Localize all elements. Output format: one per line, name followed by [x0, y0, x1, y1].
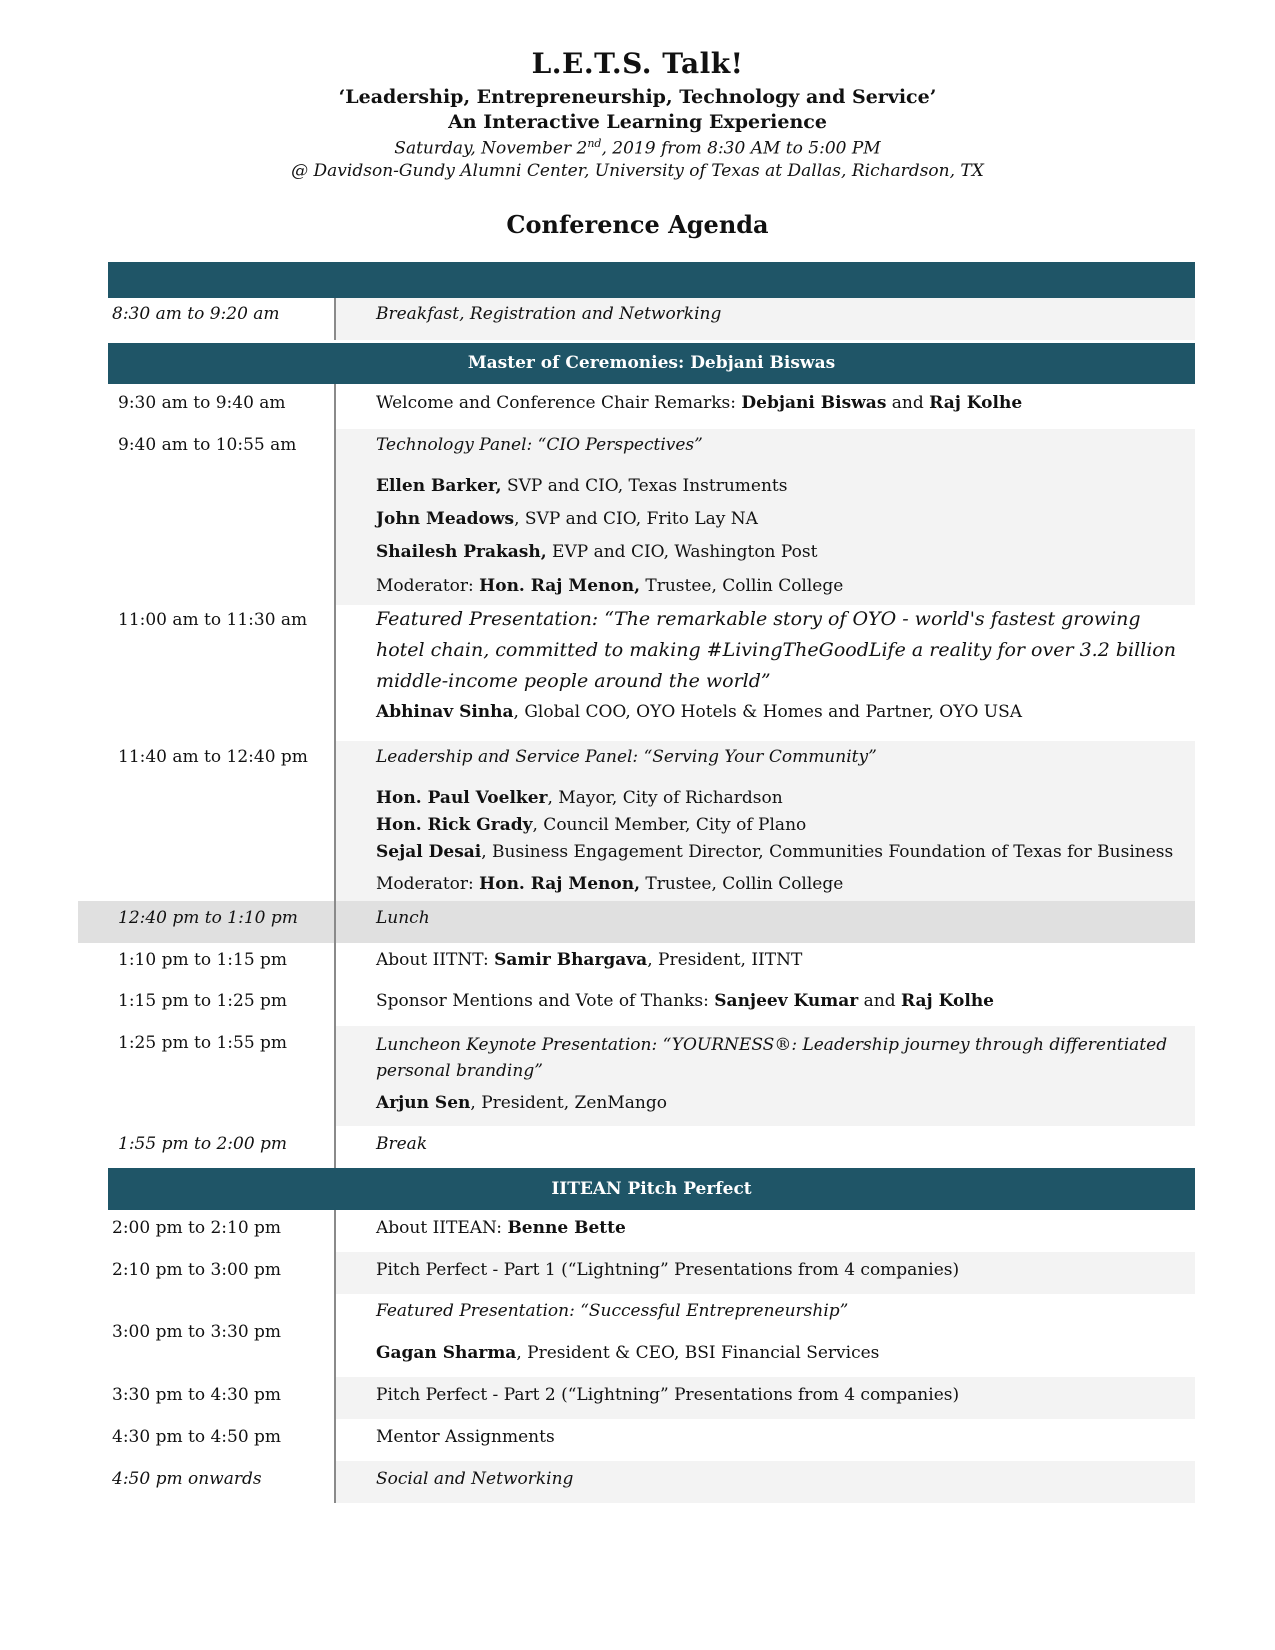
column-divider	[334, 298, 336, 340]
agenda-header-band	[108, 262, 1195, 298]
time-tech-panel: 9:40 am to 10:55 am	[118, 435, 297, 455]
panelist: Ellen Barker, SVP and CIO, Texas Instruments	[376, 476, 788, 496]
event-venue: @ Davidson-Gundy Alumni Center, University of Texas at Dallas, Richardson, TX	[291, 161, 984, 181]
time-breakfast: 8:30 am to 9:20 am	[112, 304, 280, 324]
panelist: Sejal Desai, Business Engagement Director, Communities Foundation of Texas for Business	[376, 842, 1174, 862]
column-divider	[334, 1210, 336, 1503]
time-keynote: 1:25 pm to 1:55 pm	[118, 1033, 288, 1053]
moderator: Moderator: Hon. Raj Menon, Trustee, Collin College	[376, 874, 844, 894]
session-mentor: Mentor Assignments	[376, 1427, 555, 1447]
session-breakfast: Breakfast, Registration and Networking	[376, 304, 722, 324]
session-lunch: Lunch	[376, 908, 430, 928]
session-break: Break	[376, 1134, 428, 1154]
time-mentor: 4:30 pm to 4:50 pm	[112, 1427, 282, 1447]
time-iitnt: 1:10 pm to 1:15 pm	[118, 950, 288, 970]
time-break: 1:55 pm to 2:00 pm	[118, 1134, 288, 1154]
session-pitch1: Pitch Perfect - Part 1 (“Lightning” Presentations from 4 companies)	[376, 1260, 960, 1280]
session-social: Social and Networking	[376, 1469, 574, 1489]
event-date: Saturday, November 2nd, 2019 from 8:30 AM to 5:00 PM	[394, 137, 881, 159]
speaker: Gagan Sharma, President & CEO, BSI Financial Services	[376, 1343, 880, 1363]
time-pitch2: 3:30 pm to 4:30 pm	[112, 1385, 282, 1405]
event-subtitle-2: An Interactive Learning Experience	[448, 111, 827, 133]
pitch-band: IITEAN Pitch Perfect	[108, 1168, 1195, 1210]
time-lunch: 12:40 pm to 1:10 pm	[118, 908, 298, 928]
time-sponsor: 1:15 pm to 1:25 pm	[118, 991, 288, 1011]
session-keynote-title: Luncheon Keynote Presentation: “YOURNESS®: Leadership journey through differentiated personal branding”	[376, 1035, 1168, 1081]
panelist: Hon. Paul Voelker, Mayor, City of Richardson	[376, 788, 783, 808]
time-entre: 3:00 pm to 3:30 pm	[112, 1322, 282, 1342]
panelist: Shailesh Prakash, EVP and CIO, Washington Post	[376, 542, 818, 562]
time-welcome: 9:30 am to 9:40 am	[118, 393, 286, 413]
panelist: John Meadows, SVP and CIO, Frito Lay NA	[376, 509, 758, 529]
time-social: 4:50 pm onwards	[112, 1469, 262, 1489]
moderator: Moderator: Hon. Raj Menon, Trustee, Collin College	[376, 576, 844, 596]
time-pitch1: 2:10 pm to 3:00 pm	[112, 1260, 282, 1280]
event-title: L.E.T.S. Talk!	[531, 47, 744, 80]
time-iitean: 2:00 pm to 2:10 pm	[112, 1218, 282, 1238]
time-oyo: 11:00 am to 11:30 am	[118, 610, 308, 630]
session-oyo-presentation: Featured Presentation: “The remarkable story of OYO - world's fastest growing hotel chain, committed to making #LivingTheGoodLife a reality for over 3.2 billion middle-income people around the world”	[376, 608, 1176, 692]
speaker: Abhinav Sinha, Global COO, OYO Hotels & Homes and Partner, OYO USA	[376, 702, 1023, 722]
session-iitean: About IITEAN: Benne Bette	[376, 1218, 626, 1238]
time-service-panel: 11:40 am to 12:40 pm	[118, 747, 308, 767]
session-entre-title: Featured Presentation: “Successful Entrepreneurship”	[376, 1301, 849, 1321]
event-subtitle: ‘Leadership, Entrepreneurship, Technology and Service’	[338, 86, 937, 108]
session-welcome: Welcome and Conference Chair Remarks: Debjani Biswas and Raj Kolhe	[376, 393, 1023, 413]
mc-band: Master of Ceremonies: Debjani Biswas	[108, 343, 1195, 384]
session-tech-panel-title: Technology Panel: “CIO Perspectives”	[376, 435, 703, 455]
column-divider	[334, 384, 336, 1168]
panelist: Hon. Rick Grady, Council Member, City of Plano	[376, 815, 807, 835]
agenda-title: Conference Agenda	[506, 210, 769, 239]
session-iitnt: About IITNT: Samir Bhargava, President, IITNT	[376, 950, 803, 970]
session-sponsor: Sponsor Mentions and Vote of Thanks: Sanjeev Kumar and Raj Kolhe	[376, 991, 994, 1011]
speaker: Arjun Sen, President, ZenMango	[376, 1093, 667, 1113]
session-service-panel-title: Leadership and Service Panel: “Serving Your Community”	[376, 747, 877, 767]
session-pitch2: Pitch Perfect - Part 2 (“Lightning” Presentations from 4 companies)	[376, 1385, 960, 1405]
